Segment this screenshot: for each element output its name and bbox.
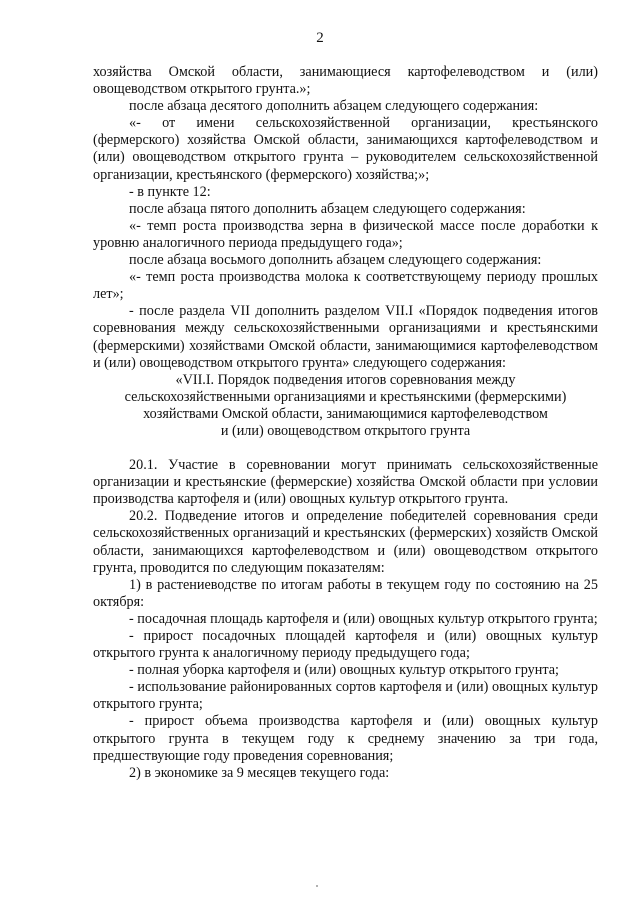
document-body [93,64,598,782]
paragraph: 2) в экономике за 9 месяцев текущего года: [129,764,390,781]
spacer [93,440,598,457]
paragraph: - после раздела VII дополнить разделом VII.I «Порядок подведения итогов соревнования между сельскохозяйственными организациями и крестьянскими (фермерскими) хозяйствами Омской области, занимающимися картофелеводством и (или) овощеводством открытого грунта» следующего содержания: [93,303,598,371]
paragraph: хозяйства Омской области, занимающиеся картофелеводством и (или) овощеводством открытого грунта.»; [93,64,598,98]
paragraph: после абзаца десятого дополнить абзацем следующего содержания: [129,98,539,115]
section-heading-line: хозяйствами Омской области, занимающимися картофелеводством [143,405,548,422]
paragraph: - посадочная площадь картофеля и (или) овощных культур открытого грунта; [129,610,598,627]
paragraph: «- темп роста производства зерна в физической массе после доработки к уровню аналогичного периода предыдущего года»; [93,217,598,251]
paragraph: 1) в растениеводстве по итогам работы в текущем году по состоянию на 25 октября: [93,576,598,610]
paragraph: после абзаца пятого дополнить абзацем следующего содержания: [129,200,526,217]
paragraph: - использование районированных сортов картофеля и (или) овощных культур открытого грунта; [93,679,598,713]
section-heading-line: сельскохозяйственными организациями и крестьянскими (фермерскими) [124,388,567,405]
page-number: 2 [316,30,324,46]
paragraph: - в пункте 12: [129,183,211,200]
paragraph: после абзаца восьмого дополнить абзацем следующего содержания: [129,252,542,269]
paragraph: - прирост объема производства картофеля и (или) овощных культур открытого грунта в текущем году к среднему значению за три года, предшествующие году проведения соревнования; [93,713,598,764]
paragraph: 20.2. Подведение итогов и определение победителей соревнования среди сельскохозяйственных организаций и крестьянских (фермерских) хозяйств Омской области, занимающихся картофелеводством и (или) овощеводством открытого грунта, проводится по следующим показателям: [93,508,598,576]
section-heading-line: и (или) овощеводством открытого грунта [220,422,471,439]
scan-speck [316,885,318,887]
paragraph: «- темп роста производства молока к соответствующему периоду прошлых лет»; [93,269,598,303]
paragraph: 20.1. Участие в соревновании могут принимать сельскохозяйственные организации и крестьянские (фермерские) хозяйства Омской области при условии производства картофеля и (или) овощных культур открытого грунта. [93,457,598,508]
paragraph: «- от имени сельскохозяйственной организации, крестьянского (фермерского) хозяйства Омской области, занимающихся картофелеводством и (или) овощеводством открытого грунта – руководителем сельскохозяйственной организации, крестьянского (фермерского) хозяйства;»; [93,115,598,183]
paragraph: - прирост посадочных площадей картофеля и (или) овощных культур открытого грунта к аналогичному периоду предыдущего года; [93,628,598,662]
section-heading-line: «VII.I. Порядок подведения итогов соревнования между [175,371,516,388]
paragraph: - полная уборка картофеля и (или) овощных культур открытого грунта; [129,662,559,679]
